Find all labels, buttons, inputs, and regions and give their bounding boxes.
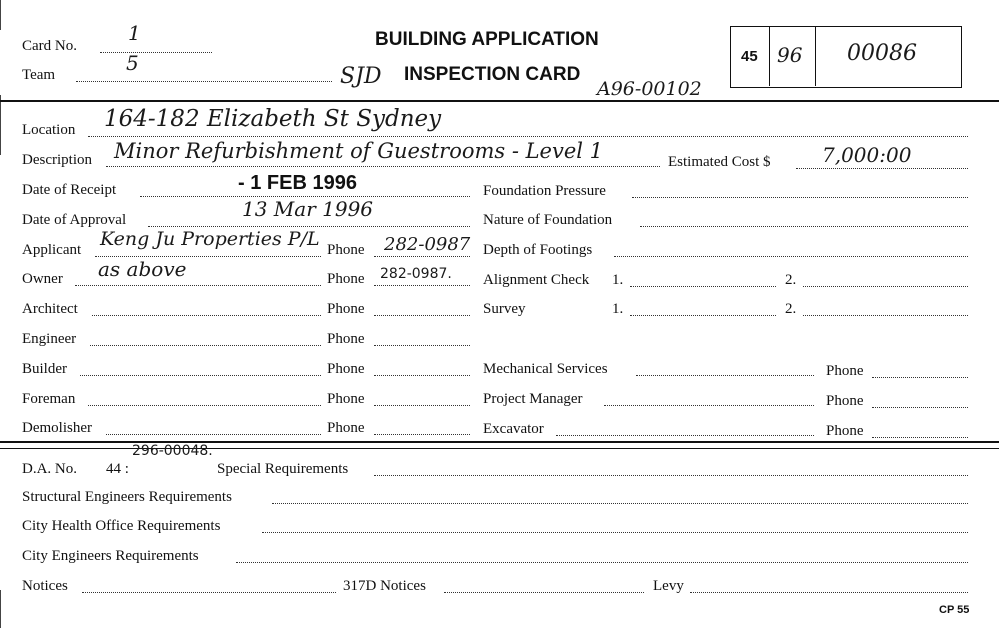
box-num2: 96: [777, 43, 803, 67]
owner-label: Owner: [22, 271, 63, 287]
architect-line: [92, 315, 321, 316]
location-label: Location: [22, 122, 76, 138]
health-req-label: City Health Office Requirements: [22, 518, 221, 534]
applicant-phone-value: 282-0987: [384, 234, 471, 255]
foreman-line: [88, 405, 321, 406]
ref-number: A96-00102: [597, 78, 702, 100]
receipt-label: Date of Receipt: [22, 182, 117, 198]
builder-phone-label: Phone: [327, 361, 365, 377]
alignment-one-line: [630, 286, 776, 287]
excavator-phone-line: [872, 437, 968, 438]
owner-line: [75, 285, 321, 286]
demolisher-line: [106, 434, 321, 435]
demolisher-phone-line: [374, 434, 470, 435]
city-eng-req-line: [236, 562, 968, 563]
survey-one: 1.: [612, 301, 624, 317]
project-manager-phone-line: [872, 407, 968, 408]
foreman-phone-label: Phone: [327, 391, 365, 407]
title-line1: BUILDING APPLICATION: [375, 29, 599, 50]
special-req-line: [374, 475, 968, 476]
levy-label: Levy: [653, 578, 684, 594]
applicant-phone-label: Phone: [327, 242, 365, 258]
team-label: Team: [22, 67, 56, 83]
architect-label: Architect: [22, 301, 78, 317]
engineer-line: [90, 345, 321, 346]
project-manager-label: Project Manager: [483, 391, 583, 407]
card-no-value: 1: [128, 21, 141, 45]
initials: SJD: [340, 64, 382, 89]
owner-value: as above: [98, 257, 187, 281]
description-line: [106, 166, 660, 167]
card-no-line: [100, 52, 212, 53]
foreman-label: Foreman: [22, 391, 76, 407]
title-line2: INSPECTION CARD: [404, 64, 581, 85]
project-manager-phone-label: Phone: [826, 393, 864, 409]
depth-footings-line: [614, 256, 968, 257]
foundation-pressure-label: Foundation Pressure: [483, 183, 606, 199]
engineer-phone-line: [374, 345, 470, 346]
notices-label: Notices: [22, 578, 68, 594]
levy-line: [690, 592, 968, 593]
left-edge-mark: [0, 0, 1, 30]
notices-317d-label: 317D Notices: [343, 578, 426, 594]
card-no-label: Card No.: [22, 38, 77, 54]
engineer-phone-label: Phone: [327, 331, 365, 347]
builder-phone-line: [374, 375, 470, 376]
project-manager-line: [604, 405, 814, 406]
architect-phone-line: [374, 315, 470, 316]
da-label: D.A. No.: [22, 461, 77, 477]
alignment-check-label: Alignment Check: [483, 272, 590, 288]
builder-line: [80, 375, 321, 376]
receipt-value: - 1 FEB 1996: [238, 172, 357, 194]
description-value: Minor Refurbishment of Guestrooms - Level 1: [114, 139, 604, 163]
approval-value: 13 Mar 1996: [242, 197, 374, 221]
left-edge-mark: [0, 95, 1, 155]
excavator-line: [556, 435, 814, 436]
foundation-pressure-line: [632, 197, 968, 198]
applicant-value: Keng Ju Properties P/L: [100, 228, 320, 250]
foreman-phone-line: [374, 405, 470, 406]
survey-one-line: [630, 315, 776, 316]
approval-label: Date of Approval: [22, 212, 127, 228]
alignment-two-line: [803, 286, 968, 287]
alignment-two: 2.: [785, 272, 797, 288]
team-line: [76, 81, 332, 82]
alignment-one: 1.: [612, 272, 624, 288]
da-handwritten: 296-00048.: [132, 443, 213, 459]
owner-phone-value: 282-0987.: [380, 266, 452, 282]
da-value: 44 :: [106, 461, 129, 477]
demolisher-phone-label: Phone: [327, 420, 365, 436]
header-divider: [0, 100, 999, 102]
excavator-label: Excavator: [483, 421, 544, 437]
owner-phone-label: Phone: [327, 271, 365, 287]
structural-req-label: Structural Engineers Requirements: [22, 489, 232, 505]
applicant-phone-line: [374, 256, 470, 257]
owner-phone-line: [374, 285, 470, 286]
box-num1: 45: [741, 48, 758, 65]
location-line: [88, 136, 968, 137]
applicant-label: Applicant: [22, 242, 82, 258]
structural-req-line: [272, 503, 968, 504]
form-code: CP 55: [939, 604, 970, 616]
box-num3: 00086: [847, 41, 917, 66]
mechanical-services-label: Mechanical Services: [483, 361, 608, 377]
estimated-cost-line: [796, 168, 968, 169]
nature-foundation-line: [640, 226, 968, 227]
location-value: 164-182 Elizabeth St Sydney: [104, 106, 442, 132]
excavator-phone-label: Phone: [826, 423, 864, 439]
reference-box: [730, 26, 962, 88]
mechanical-services-line: [636, 375, 814, 376]
architect-phone-label: Phone: [327, 301, 365, 317]
depth-footings-label: Depth of Footings: [483, 242, 593, 258]
mechanical-phone-label: Phone: [826, 363, 864, 379]
nature-foundation-label: Nature of Foundation: [483, 212, 613, 228]
notices-line: [82, 592, 336, 593]
description-label: Description: [22, 152, 92, 168]
survey-label: Survey: [483, 301, 526, 317]
left-edge-mark: [0, 590, 1, 628]
estimated-cost-label: Estimated Cost $: [668, 154, 771, 170]
approval-line: [148, 226, 470, 227]
survey-two: 2.: [785, 301, 797, 317]
demolisher-label: Demolisher: [22, 420, 92, 436]
city-eng-req-label: City Engineers Requirements: [22, 548, 199, 564]
engineer-label: Engineer: [22, 331, 77, 347]
builder-label: Builder: [22, 361, 67, 377]
notices-317d-line: [444, 592, 644, 593]
special-req-label: Special Requirements: [217, 461, 349, 477]
survey-two-line: [803, 315, 968, 316]
mechanical-phone-line: [872, 377, 968, 378]
estimated-cost-value: 7,000:00: [822, 143, 912, 167]
team-value: 5: [126, 51, 139, 75]
health-req-line: [262, 532, 968, 533]
